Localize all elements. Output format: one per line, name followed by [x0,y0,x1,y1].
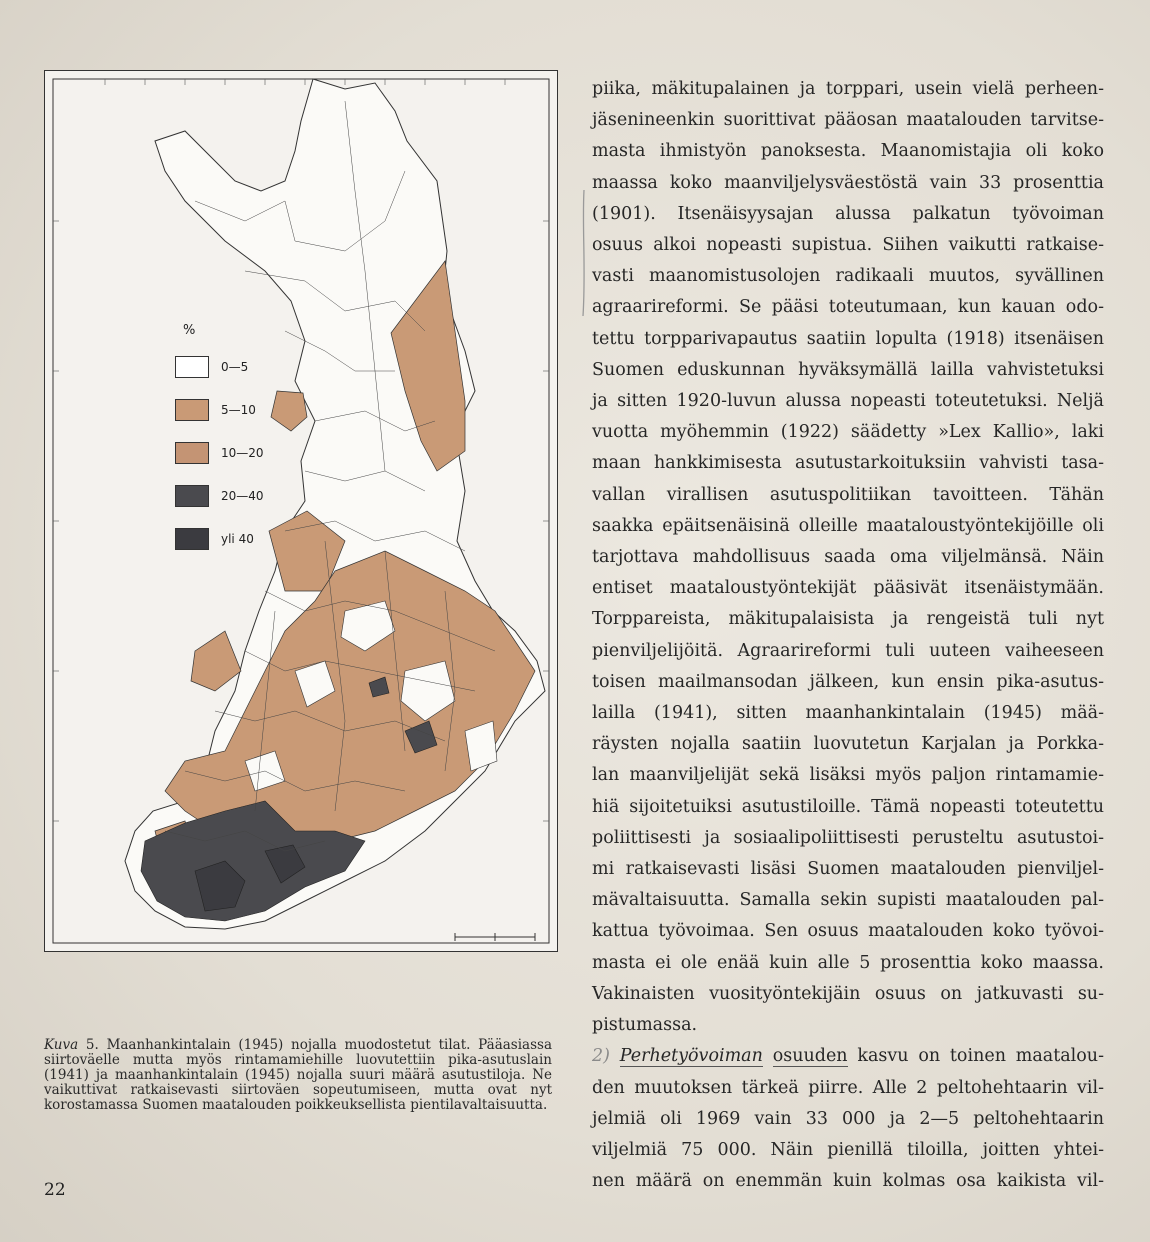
legend-label: 5—10 [221,403,256,417]
text-line: vallan virallisen asutuspolitiikan tavoitteen. Tähän [592,484,1104,505]
legend-swatch [175,485,209,507]
legend-label: 10—20 [221,446,264,460]
text-line: Vakinaisten vuosityöntekijäin osuus on jatkuvasti su- [592,983,1104,1004]
text-line: saakka epäitsenäisinä olleille maataloustyöntekijöille oli [592,515,1104,536]
caption-text: 5. Maanhankintalain (1945) nojalla muodostetut tilat. Pääasiassa siirtoväelle mutta myös rintamamiehille luovutettiin pika-asutuslain (1941) ja maanhankintalain (1945) nojalla suuri määrä asutustiloja. Ne vaikuttivat ratkaisevasti siirtoväen sopeutumiseen, mutta ovat nyt korostamassa Suomen maatalouden poikkeuksellista pientilavaltaisuutta. [44,1037,552,1113]
text-line: hiä sijoitetuiksi asutustiloille. Tämä nopeasti toteutettu [592,796,1104,817]
legend-swatch [175,399,209,421]
scale-bar [455,933,535,941]
legend-item [175,397,315,423]
legend-swatch [175,528,209,550]
legend-label: 20—40 [221,489,264,503]
text-line: masta ei ole enää kuin alle 5 prosenttia koko maassa. [592,952,1104,973]
text-line: nen määrä on enemmän kuin kolmas osa kaikista vil- [592,1171,1104,1192]
text-line: tettu torpparivapautus saatiin lopulta (1918) itsenäisen [592,328,1104,349]
text-line: osuus alkoi nopeasti supistua. Siihen vaikutti ratkaise- [592,235,1104,256]
text-line: piika, mäkitupalainen ja torppari, usein vielä perheen- [592,79,1104,99]
text-line: Torppareista, mäkitupalaisista ja rengeistä tuli nyt [592,609,1104,630]
text-line: agraarireformi. Se pääsi toteutumaan, kun kauan odo- [592,297,1104,318]
text-line: poliittisesti ja sosiaalipoliittisesti perusteltu asutustoi- [592,827,1104,848]
text-line: toisen maailmansodan jälkeen, kun ensin pika-asutus- [592,671,1104,692]
underlined-word: Perhetyövoiman [619,1046,763,1067]
text-line: maan hankkimisesta asutustarkoituksiin vahvisti tasa- [592,453,1104,474]
text-line: viljelmiä 75 000. Näin pienillä tiloilla, joitten yhtei- [592,1139,1104,1160]
text-line: vuotta myöhemmin (1922) säädetty »Lex Kallio», laki [592,422,1104,443]
text-segment: kasvu on toinen maatalou- [847,1046,1104,1067]
text-line: entiset maataloustyöntekijät pääsivät itsenäistymään. [592,578,1104,599]
underlined-word: osuuden [772,1046,848,1067]
text-line: vasti maanomistusolojen radikaali muutos, syvällinen [592,266,1104,287]
finland-map [44,70,558,952]
legend-item [175,440,315,466]
text-line: lailla (1941), sitten maanhankintalain (1945) mää- [592,703,1104,724]
text-line: pienviljelijöitä. Agraarireformi tuli uuteen vaiheeseen [592,640,1104,661]
figure-caption [44,1038,552,1113]
text-line: masta ihmistyön panoksesta. Maanomistajia oli koko [592,141,1104,162]
text-line: mävaltaisuutta. Samalla sekin supisti maatalouden pal- [592,890,1104,911]
text-line: mi ratkaisevasti lisäsi Suomen maatalouden pienviljel- [592,859,1104,880]
legend-label: 0—5 [221,360,249,374]
legend-title: % [183,323,196,338]
pen-margin-line [578,188,590,318]
paragraph-2-first-line [592,1041,1104,1072]
text-line: den muutoksen tärkeä piirre. Alle 2 peltohehtaarin vil- [592,1077,1104,1098]
legend-item [175,483,315,509]
text-line: kattua työvoimaa. Sen osuus maatalouden koko työvoi- [592,921,1104,942]
map-legend [175,323,315,569]
text-line: (1901). Itsenäisyysajan alussa palkatun työvoiman [592,203,1104,224]
caption-label: Kuva [44,1037,79,1053]
text-line: tarjottava mahdollisuus saada oma viljelmänsä. Näin [592,547,1104,568]
legend-item [175,354,315,380]
text-line: Suomen eduskunnan hyväksymällä lailla vahvistetuksi [592,359,1104,380]
pen-margin-mark: 2) [592,1046,610,1067]
text-line: maassa koko maanviljelysväestöstä vain 33 prosenttia [592,172,1104,193]
text-line: räysten nojalla saatiin luovutetun Karjalan ja Porkka- [592,734,1104,755]
text-line: ja sitten 1920-luvun alussa nopeasti toteutetuksi. Neljä [592,391,1104,412]
text-line: jäsenineenkin suorittivat pääosan maatalouden tarvitse- [592,110,1104,131]
body-text [592,74,1104,1197]
page-number: 22 [44,1180,66,1200]
legend-swatch [175,356,209,378]
text-line: jelmiä oli 1969 vain 33 000 ja 2—5 peltohehtaarin [592,1108,1104,1129]
legend-item [175,526,315,552]
legend-swatch [175,442,209,464]
text-line: lan maanviljelijät sekä lisäksi myös paljon rintamamie- [592,765,1104,786]
text-line: pistumassa. [592,1015,698,1036]
legend-label: yli 40 [221,532,254,546]
